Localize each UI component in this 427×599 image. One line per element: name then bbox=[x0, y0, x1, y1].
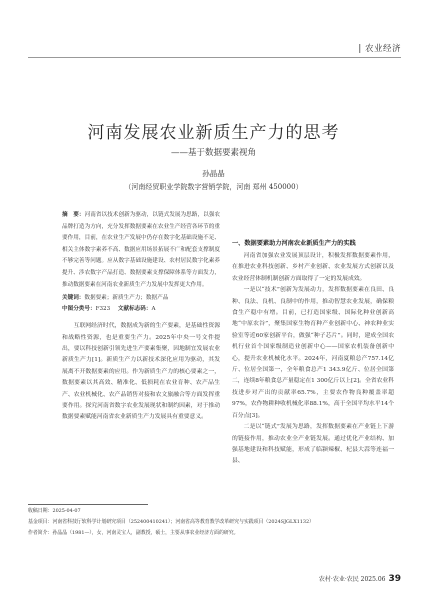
clc-label: 中图分类号： bbox=[62, 306, 96, 313]
page-number: 39 bbox=[388, 574, 401, 584]
header-rule bbox=[28, 57, 401, 58]
intro-paragraph: 互联网经济时代，数据成为新的生产要素，是基础性资源和战略性资源，也是重要生产力。2025年中央一号文件提出，要以科技创新引领先进生产要素集聚，因地制宜发展农业新质生产力[1]。新质生产力以新技术深化应用为驱动，其发展离不开数据要素的应用。作为新质生产力的核心要素之一，数据要素以其高效、精准化、低损耗在农业育种、农产品生产、农业机械化、农产品销售对接和农文旅融合等方面发挥重要作用。探究河南省数字农业发展现状和制约因素，对于推动数据要素赋能河南省农业新质生产力发展具有重要意义。 bbox=[62, 323, 220, 421]
section-heading: 一、数据要素助力河南农业新质生产力的实践 bbox=[232, 240, 356, 247]
classification bbox=[62, 304, 220, 315]
journal-issue: 农村·农业·农民 2025.06 bbox=[318, 576, 386, 583]
article-title: 河南发展农业新质生产力的思考 bbox=[87, 123, 340, 143]
author-affiliation: （河南经贸职业学院数字营销学院，河南 郑州 450000） bbox=[124, 183, 303, 191]
clc-code: F323 bbox=[95, 306, 111, 313]
left-column bbox=[62, 210, 220, 424]
page-footer bbox=[319, 574, 401, 584]
doc-code: A bbox=[151, 306, 156, 313]
section-label: | 农业经济 bbox=[358, 44, 401, 54]
body-paragraph: 一是以“技术”创新为发展动力，发挥数据要素在良田、良种、良法、良机、良制中的作用，推动智慧农业发展，确保粮食生产稳中有增。目前，已打造国家级、国际化种业创新高地“中原农谷”，聚集国家生物育种产业创新中心、神农种业实验室等近60家创新平台，做强“种子芯片”。同时，建成全国农机行业首个国家级制造业创新中心——国家农机装备创新中心，提升农业机械化水平。2024年，河南夏粮总产757.14亿斤、位居全国第一，全年粮食总产1 343.9亿斤、位居全国第二，连续8年粮食总产量稳定在1 300亿斤以上[2]。全省农业科技进步对产出的贡献率65.7%，主要农作物良种覆盖率超97%，农作物耕种收机械化率88.1%，高于全国平均水平14个百分点[3]。 bbox=[232, 287, 394, 419]
doc-label: 文献标志码： bbox=[117, 306, 152, 313]
keywords-text: 数据要素；新质生产力；数据产品 bbox=[84, 295, 169, 302]
right-column bbox=[232, 238, 394, 468]
body-paragraph: 二是以“链式”发展为思路，发挥数据要素在产业链上下游的链接作用，推动农业全产业链发展。通过优化产业结构、加强基地建设和科技赋能，形成了临颍辣椒、杞县大蒜等连福一县、 bbox=[232, 424, 394, 465]
footnote-rule bbox=[28, 504, 148, 505]
keywords-label: 关键词： bbox=[62, 295, 85, 302]
keywords bbox=[62, 293, 220, 304]
abstract bbox=[62, 210, 220, 291]
abstract-text: 河南省以技术创新为驱动，以链式发展为思路，以强农品牌打造为方向，充分发挥数据要素在农业生产经营各环节的重要作用，目前，在农业生产发展中仍存在数字化基础设施不足、相关主体数字素养不高、数据应用场景拓展不广和配套支撑制度不够完善等问题。应从数字基础设施建设、农村居民数字化素养提升、涉农数字产品打造、数据要素支撑保障体系等方面发力，推动数据要素在河南农业新质生产力发展中发挥更大作用。 bbox=[62, 212, 220, 288]
abstract-label: 摘 要： bbox=[62, 212, 85, 218]
author-name: 孙晶晶 bbox=[202, 169, 225, 178]
body-paragraph: 河南省加强农业发展顶层设计，积极发挥数据要素作用，在推进农业科技创新、乡村产业创新、农业发展方式创新以及农业经营体制机制创新方面取得了一定的发展成效。 bbox=[232, 253, 394, 282]
footnote-funding: 基金项目：河南省科技厅软科学计划研究项目（252400410241）；河南省高等教育教学改革研究与实践项目（2024SJGLX1132） bbox=[28, 519, 315, 525]
article-subtitle: ——基于数据要素视角 bbox=[170, 148, 256, 158]
footnote-author-bio: 作者简介：孙晶晶（1981—），女，河南灵宝人，副教授，硕士，主要从事农业经济方面的研究。 bbox=[28, 530, 239, 536]
footnote-received: 收稿日期：2025-04-07 bbox=[28, 508, 81, 514]
